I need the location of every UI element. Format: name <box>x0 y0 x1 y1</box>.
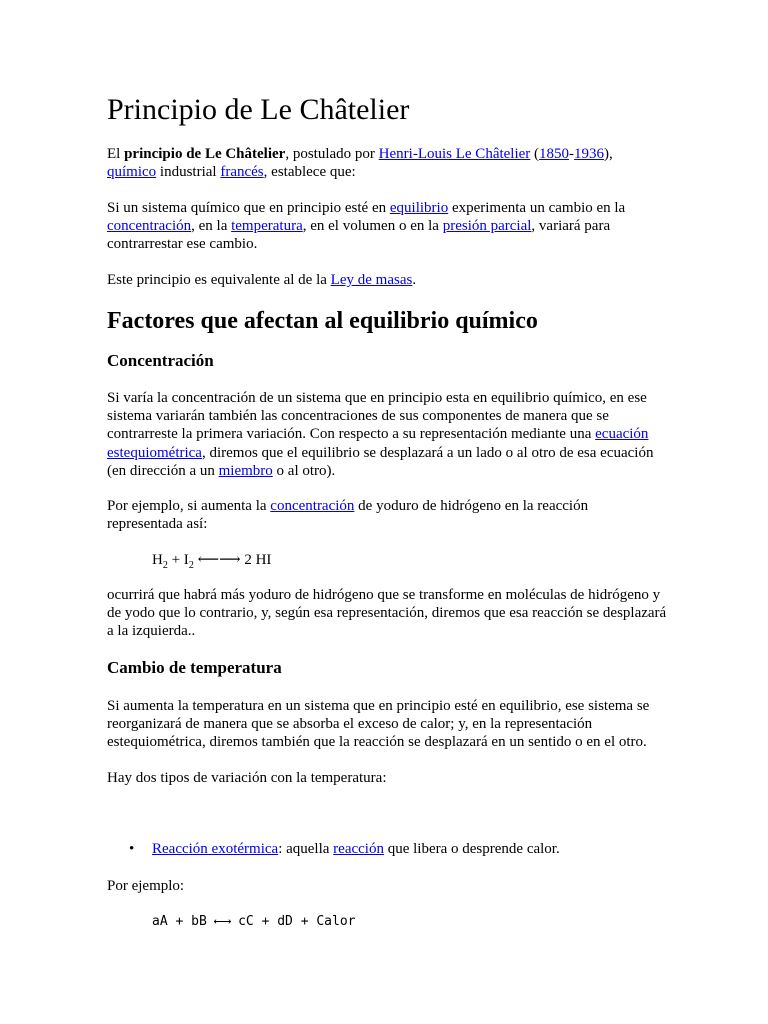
link-concentracion[interactable]: concentración <box>107 218 192 235</box>
link-ecuacion-estequiometrica[interactable]: ecuación estequiométrica <box>107 426 649 461</box>
concentration-paragraph <box>107 389 667 480</box>
link-1936[interactable]: 1936 <box>574 146 605 162</box>
statement-text: , en el volumen o en la <box>302 218 443 235</box>
link-quimico[interactable]: químico <box>107 164 157 181</box>
example-label: Por ejemplo: <box>107 878 185 894</box>
example-text: de yoduro de hidrógeno en la reacción representada así: <box>107 498 589 533</box>
section-heading-factors: Factores que afectan al equilibrio químico <box>107 308 538 334</box>
hydrogen-iodide-formula: $H_2 + I_2$ ⟵⟶ 2 HI <box>152 552 272 571</box>
list-item <box>107 840 560 858</box>
bullet-icon: • <box>129 841 135 857</box>
link-equilibrio[interactable]: equilibrio <box>389 200 449 216</box>
link-reaccion[interactable]: reacción <box>333 841 384 857</box>
intro-text: ( <box>530 146 540 162</box>
link-frances[interactable]: francés <box>220 164 264 181</box>
equivalence-paragraph <box>107 271 667 289</box>
exothermic-formula: aA + bB ⟵⟶ cC + dD + Calor <box>152 914 356 929</box>
equivalence-text: Este principio es equivalente al de la <box>107 272 331 288</box>
concentration-text: Si varía la concentración de un sistema que en principio esta en equilibrio químico, en ese sistema variarán también las concentraciones de sus componentes de manera que se contrarreste la primera variación. Con respecto a su representación mediante una <box>107 390 647 443</box>
temperature-paragraph: Si aumenta la temperatura en un sistema que en principio esté en equilibrio, ese sistema se reorganizará de manera que se absorba el exceso de calor; y, en la representación estequiométrica, diremos también que la reacción se desplazará en un sentido o en el otro. <box>107 698 650 751</box>
statement-paragraph <box>107 199 667 254</box>
link-presion-parcial[interactable]: presión parcial <box>442 218 532 235</box>
link-1850[interactable]: 1850 <box>539 146 570 162</box>
list-item-text: : aquella <box>278 841 334 857</box>
intro-text: ), <box>604 146 613 162</box>
subsection-heading-temperature: Cambio de temperatura <box>107 658 282 677</box>
link-temperatura[interactable]: temperatura <box>231 218 303 235</box>
variation-types-paragraph: Hay dos tipos de variación con la temperatura: <box>107 770 387 786</box>
principle-term: principio de Le Châtelier <box>124 146 286 162</box>
equivalence-text: . <box>412 272 417 288</box>
example-text: Por ejemplo, si aumenta la <box>107 498 271 514</box>
intro-text: , establece que: <box>263 164 356 181</box>
variation-list <box>107 840 560 858</box>
page-title: Principio de Le Châtelier <box>107 93 410 126</box>
link-reaccion-exotermica[interactable]: Reacción exotérmica <box>152 841 279 857</box>
consequence-paragraph: ocurrirá que habrá más yoduro de hidrógeno que se transforme en moléculas de hidrógeno y de yodo que lo contrario, y, según esa representación, diremos que esa reacción se desplazará a la izquierda.. <box>107 587 667 640</box>
intro-text: El <box>107 146 125 162</box>
link-concentracion-2[interactable]: concentración <box>270 498 355 514</box>
statement-text: Si un sistema químico que en principio esté en <box>107 200 390 216</box>
intro-text: industrial <box>156 164 221 181</box>
statement-text: , en la <box>191 218 232 235</box>
intro-text: , postulado por <box>285 146 379 162</box>
concentration-text: , diremos que el equilibrio se desplazará a un lado o al otro de esa ecuación (en dirección a un <box>107 444 654 479</box>
subsection-heading-concentration: Concentración <box>107 351 214 370</box>
link-henri-louis-le-chatelier[interactable]: Henri-Louis Le Châtelier <box>378 146 531 162</box>
statement-text: experimenta un cambio en la <box>448 200 626 216</box>
concentration-text: o al otro). <box>272 462 336 479</box>
link-ley-de-masas[interactable]: Ley de masas <box>330 272 413 288</box>
statement-text: , variará para contrarrestar ese cambio. <box>107 218 611 253</box>
link-miembro[interactable]: miembro <box>218 462 273 479</box>
intro-text: - <box>569 146 575 162</box>
example-paragraph <box>107 497 667 533</box>
intro-paragraph <box>107 145 667 181</box>
list-item-text: que libera o desprende calor. <box>383 841 560 857</box>
